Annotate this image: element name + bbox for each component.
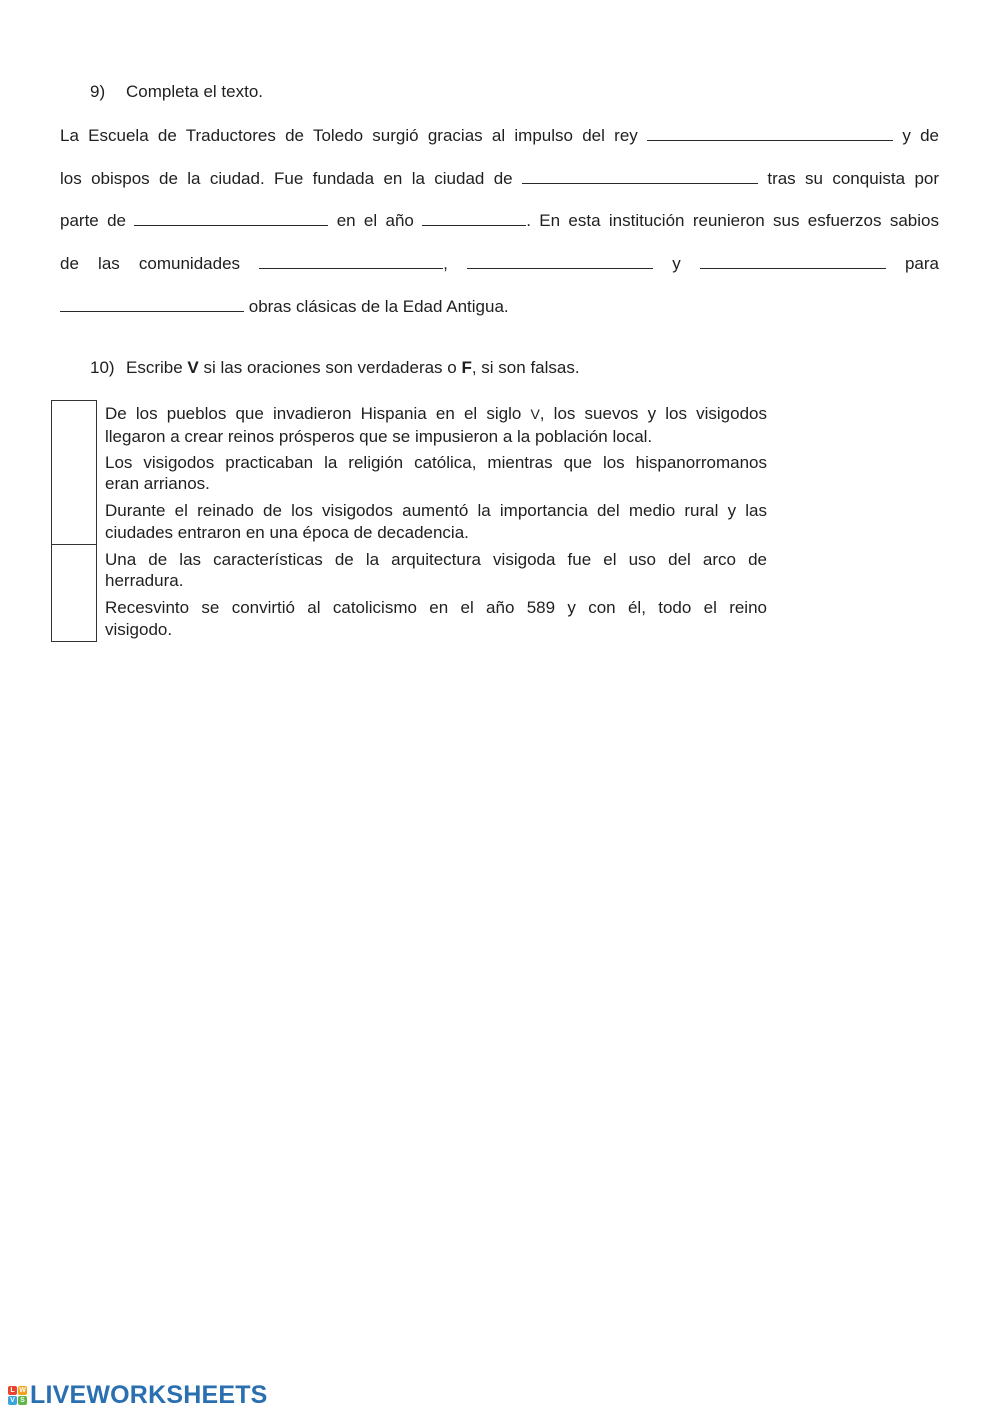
statement-text: , los suevos y los visigodos (539, 404, 767, 423)
answer-box-3[interactable] (51, 496, 97, 545)
answer-box-2[interactable] (51, 448, 97, 497)
answer-box-4[interactable] (51, 545, 97, 594)
text-segment: los obispos de la ciudad. Fue fundada en la ciudad de (60, 169, 513, 188)
table-row (51, 497, 771, 546)
blank-input-comunidad-2[interactable] (467, 253, 653, 269)
statement-text: herradura. (105, 571, 184, 591)
blank-input-verb[interactable] (60, 296, 244, 312)
blank-input-comunidad-3[interactable] (700, 253, 886, 269)
blank-input-conquistador[interactable] (134, 210, 328, 226)
text-segment: . En esta institución reunieron sus esfuerzos sabios (526, 211, 939, 230)
logo-tile: V (8, 1396, 17, 1405)
text-segment: tras su conquista por (767, 169, 940, 188)
logo-wordmark: LIVEWORKSHEETS (30, 1380, 268, 1409)
statement-1 (105, 403, 767, 447)
logo-tile: S (18, 1396, 27, 1405)
fill-line-4 (60, 253, 939, 274)
text-segment: La Escuela de Traductores de Toledo surgió gracias al impulso del rey (60, 126, 638, 145)
text-segment: parte de (60, 211, 126, 230)
statement-text: De los pueblos que invadieron Hispania en el siglo (105, 404, 522, 423)
fill-line-2 (60, 168, 939, 189)
roman-numeral: V (530, 406, 540, 422)
table-row (51, 546, 771, 595)
text-segment: obras clásicas de la Edad Antigua. (248, 297, 509, 316)
table-row (51, 400, 771, 449)
true-marker: V (187, 358, 199, 377)
question-9-heading (90, 82, 263, 102)
statement-text: Recesvinto se convirtió al catolicismo en el año 589 y con él, todo el reino (105, 598, 767, 618)
text-segment: en el año (336, 211, 414, 230)
table-row (51, 449, 771, 498)
false-marker: F (461, 358, 472, 377)
text-segment: y (672, 254, 681, 273)
table-row (51, 594, 771, 643)
fill-line-3 (60, 210, 939, 231)
statement-text: eran arrianos. (105, 474, 210, 494)
statement-text: Una de las características de la arquitectura visigoda fue el uso del arco de (105, 549, 767, 569)
liveworksheets-logo[interactable] (8, 1380, 268, 1410)
blank-input-ciudad[interactable] (522, 168, 758, 184)
statement-text: visigodo. (105, 619, 173, 639)
statement-text: Los visigodos practicaban la religión católica, mientras que los hispanorromanos (105, 452, 767, 472)
statement-2 (105, 452, 767, 495)
text-segment: , (443, 254, 448, 273)
text-segment: y de (902, 126, 939, 145)
blank-input-rey[interactable] (647, 125, 893, 141)
question-title-text: Escribe (126, 358, 188, 377)
statement-5 (105, 597, 767, 640)
question-number: 9) (90, 82, 106, 101)
fill-line-5 (60, 296, 939, 317)
statement-3 (105, 500, 767, 543)
logo-tile: L (8, 1386, 17, 1395)
logo-icon (8, 1386, 27, 1405)
answer-box-1[interactable] (51, 400, 97, 449)
question-title-text: si las oraciones son verdaderas o (198, 358, 462, 377)
blank-input-comunidad-1[interactable] (259, 253, 443, 269)
fill-line-1 (60, 125, 939, 146)
text-segment: de las comunidades (60, 254, 241, 273)
answer-box-5[interactable] (51, 593, 97, 642)
blank-input-year[interactable] (422, 210, 526, 226)
statement-text: Durante el reinado de los visigodos aumentó la importancia del medio rural y las (105, 501, 767, 521)
question-number: 10) (90, 358, 115, 377)
question-title-text: , si son falsas. (471, 358, 580, 377)
statement-text: ciudades entraron en una época de decadencia. (105, 522, 469, 542)
text-segment: para (904, 254, 939, 273)
question-10-heading (90, 358, 580, 378)
true-false-table (51, 400, 771, 643)
statement-4 (105, 549, 767, 592)
logo-tile: W (19, 1386, 26, 1394)
question-title: Completa el texto. (126, 82, 264, 101)
statement-text: llegaron a crear reinos prósperos que se impusieron a la población local. (105, 426, 653, 446)
